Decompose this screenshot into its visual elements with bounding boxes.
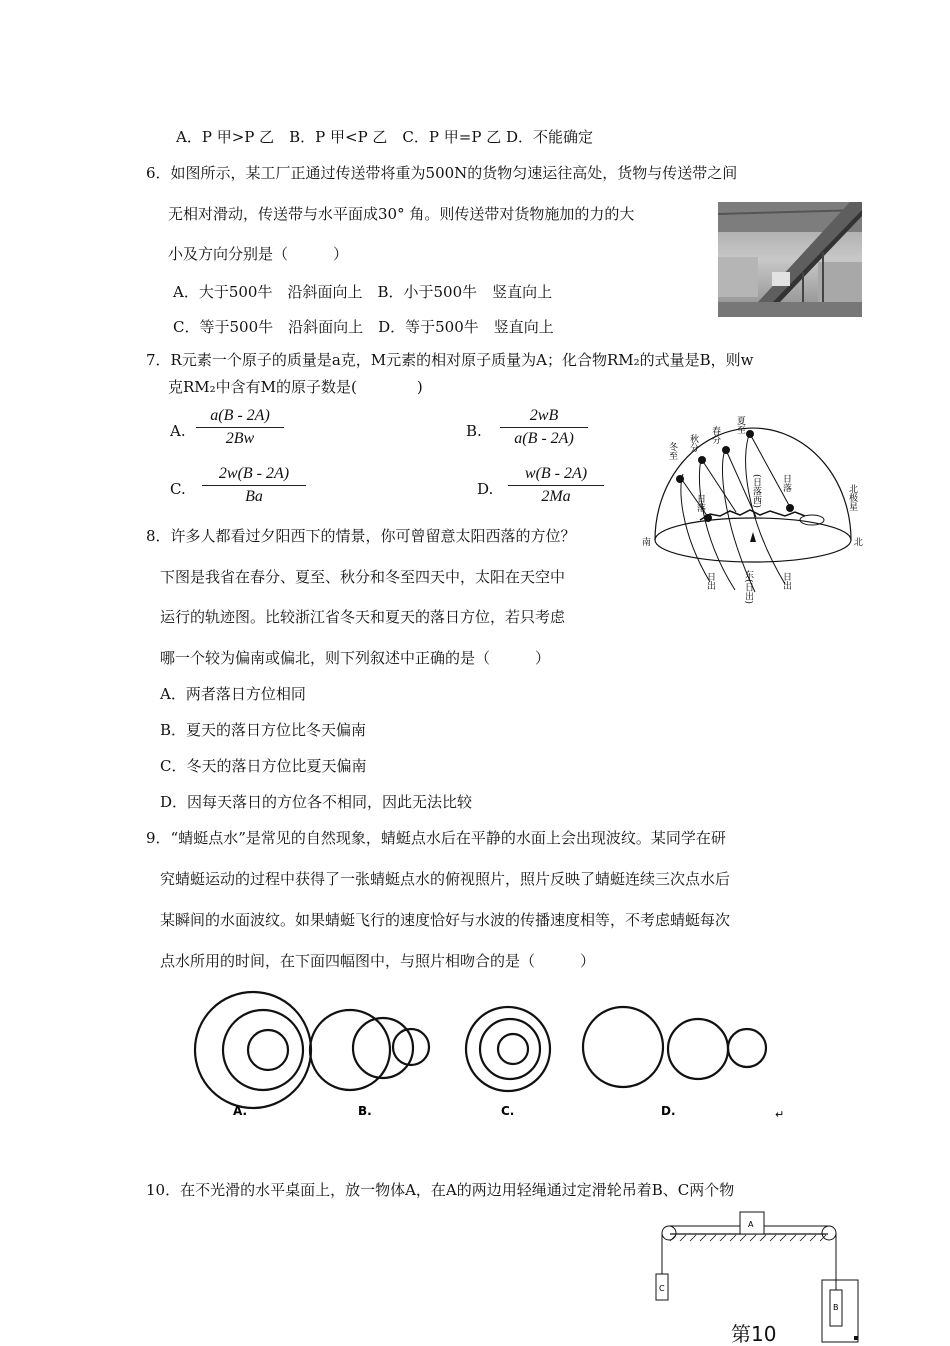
q6-line2: 无相对滑动，传送带与水平面成30° 角。则传送带对货物施加的力的大 [168, 205, 635, 223]
q5-options: A．P 甲>P 乙 B．P 甲<P 乙 C．P 甲=P 乙 D．不能确定 [176, 128, 593, 146]
q8-line4: 哪一个较为偏南或偏北，则下列叙述中正确的是（ ） [160, 649, 551, 667]
q9-line4: 点水所用的时间，在下面四幅图中，与照片相吻合的是（ ） [160, 952, 596, 970]
q6-line1: 6．如图所示，某工厂正通过传送带将重为500N的货物匀速运往高处，货物与传送带之间 [146, 164, 738, 182]
q7-option-a-fraction: $\frac{a(B - 2A)}{2Bw}$ [196, 407, 284, 448]
q6-line3: 小及方向分别是（ ） [168, 245, 349, 263]
ripple-options-figure [178, 985, 798, 1125]
label-summer: 夏至 [735, 416, 745, 434]
label-sunrise-east: 东(日出) [743, 570, 753, 605]
label-south: 南 [642, 538, 652, 548]
q9-line2: 究蜻蜓运动的过程中获得了一张蜻蜓点水的俯视照片，照片反映了蜻蜓连续三次点水后 [160, 870, 731, 888]
q9-line1: 9．“蜻蜓点水”是常见的自然现象，蜻蜓点水后在平静的水面上会出现波纹。某同学在研 [146, 829, 726, 847]
q8-line1: 8．许多人都看过夕阳西下的情景，你可曾留意太阳西落的方位？ [146, 527, 576, 545]
q6-option-ab: A．大于500牛 沿斜面向上 B．小于500牛 竖直向上 [173, 283, 553, 301]
block-a-label: A [748, 1220, 754, 1229]
q7-option-c-label: C. [170, 480, 186, 498]
page-number: 第10 [731, 1322, 777, 1346]
ripple-label-c: C. [501, 1104, 515, 1118]
q7-option-a-label: A. [170, 422, 186, 440]
q8-option-a: A．两者落日方位相同 [160, 685, 306, 703]
conveyor-belt-photo [718, 202, 862, 317]
q9-line3: 某瞬间的水面波纹。如果蜻蜓飞行的速度恰好与水波的传播速度相等，不考虑蜻蜓每次 [160, 911, 731, 929]
q7-line1: 7．R元素一个原子的质量是a克，M元素的相对原子质量为A；化合物RM₂的式量是B，则w [146, 351, 754, 369]
label-winter: 冬至 [667, 442, 677, 460]
label-sunset-1: 日落 [695, 494, 705, 512]
q7-line2: 克RM₂中含有M的原子数是( ) [168, 378, 423, 396]
label-spring: 春分 [710, 426, 720, 444]
label-sunrise-2: 日出 [781, 572, 791, 590]
label-sunset-2: 日落 [781, 474, 791, 492]
q7-option-d-label: D. [477, 480, 494, 498]
q7-option-c-fraction: $\frac{2w(B - 2A)}{Ba}$ [202, 465, 306, 506]
block-b-label: B [833, 1303, 839, 1312]
q7-option-b-label: B. [466, 422, 482, 440]
ripple-label-d: D. [661, 1104, 676, 1118]
ripple-label-a: A. [233, 1104, 248, 1118]
ripple-label-b: B. [358, 1104, 372, 1118]
label-north: 北 [854, 538, 864, 548]
label-autumn: 秋分 [688, 434, 698, 452]
block-c-label: C [659, 1284, 665, 1293]
q7-option-d-fraction: $\frac{w(B - 2A)}{2Ma}$ [508, 465, 604, 506]
q8-option-c: C．冬天的落日方位比夏天偏南 [160, 757, 367, 775]
q7-option-b-fraction: $\frac{2wB}{a(B - 2A)}$ [500, 407, 588, 448]
return-mark: ↵ [775, 1108, 785, 1121]
q10-line1: 10．在不光滑的水平桌面上，放一物体A，在A的两边用轻绳通过定滑轮吊着B、C两个物 [146, 1181, 735, 1199]
q8-line3: 运行的轨迹图。比较浙江省冬天和夏天的落日方位，若只考虑 [160, 608, 566, 626]
q6-option-cd: C．等于500牛 沿斜面向上 D．等于500牛 竖直向上 [173, 318, 554, 336]
label-sunset-west: (日落西) [751, 474, 761, 509]
label-sunrise-1: 日出 [705, 572, 715, 590]
q8-option-d: D．因每天落日的方位各不相同，因此无法比较 [160, 793, 473, 811]
q8-option-b: B．夏天的落日方位比冬天偏南 [160, 721, 367, 739]
sun-path-diagram [640, 412, 866, 612]
q8-line2: 下图是我省在春分、夏至、秋分和冬至四天中，太阳在天空中 [160, 568, 566, 586]
label-polaris: 北极星 [847, 484, 857, 511]
